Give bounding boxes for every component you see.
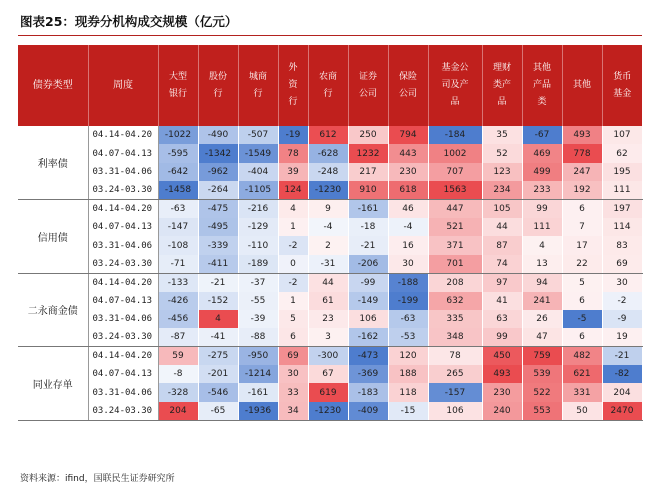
value-cell: 230 — [482, 383, 522, 401]
value-cell: 188 — [388, 365, 428, 383]
value-cell: 69 — [278, 347, 308, 365]
value-cell: -1214 — [238, 365, 278, 383]
value-cell: -110 — [238, 236, 278, 254]
period-cell: 04.07-04.13 — [88, 218, 158, 236]
value-cell: -328 — [158, 383, 198, 401]
figure-title: 图表25：现券分机构成交规模（亿元） — [18, 8, 642, 36]
value-cell: 9 — [308, 200, 348, 218]
value-cell: 701 — [428, 255, 482, 273]
value-cell: -18 — [348, 218, 388, 236]
value-cell: 331 — [562, 383, 602, 401]
value-cell: -1936 — [238, 402, 278, 420]
value-cell: 371 — [428, 236, 482, 254]
value-cell: 5 — [562, 273, 602, 291]
value-cell: 195 — [602, 163, 642, 181]
value-cell: 1002 — [428, 144, 482, 162]
bond-type-cell: 信用债 — [18, 200, 88, 274]
value-cell: 123 — [482, 163, 522, 181]
period-cell: 03.24-03.30 — [88, 328, 158, 346]
value-cell: -82 — [602, 365, 642, 383]
value-cell: -507 — [238, 126, 278, 144]
value-cell: 493 — [562, 126, 602, 144]
period-cell: 04.07-04.13 — [88, 292, 158, 310]
value-cell: -31 — [308, 255, 348, 273]
value-cell: 234 — [482, 181, 522, 199]
value-cell: -473 — [348, 347, 388, 365]
value-cell: 1563 — [428, 181, 482, 199]
value-cell: -67 — [522, 126, 562, 144]
value-cell: -1342 — [198, 144, 238, 162]
value-cell: -456 — [158, 310, 198, 328]
value-cell: 241 — [522, 292, 562, 310]
value-cell: -5 — [562, 310, 602, 328]
table-row — [18, 163, 642, 181]
value-cell: 44 — [482, 218, 522, 236]
value-cell: 4 — [278, 200, 308, 218]
value-cell: -642 — [158, 163, 198, 181]
value-cell: 46 — [388, 200, 428, 218]
value-cell: -87 — [158, 328, 198, 346]
value-cell: -71 — [158, 255, 198, 273]
value-cell: 106 — [428, 402, 482, 420]
table-row — [18, 200, 642, 218]
value-cell: 30 — [388, 255, 428, 273]
value-cell: -189 — [238, 255, 278, 273]
value-cell: -4 — [388, 218, 428, 236]
value-cell: 6 — [278, 328, 308, 346]
value-cell: 62 — [602, 144, 642, 162]
value-cell: -183 — [348, 383, 388, 401]
table-row — [18, 273, 642, 291]
period-cell: 04.14-04.20 — [88, 126, 158, 144]
value-cell: -2 — [278, 273, 308, 291]
value-cell: 910 — [348, 181, 388, 199]
period-cell: 04.07-04.13 — [88, 144, 158, 162]
value-cell: 50 — [562, 402, 602, 420]
column-header: 理财类产品 — [482, 45, 522, 126]
value-cell: 493 — [482, 365, 522, 383]
table-row — [18, 292, 642, 310]
period-cell: 04.07-04.13 — [88, 365, 158, 383]
value-cell: 233 — [522, 181, 562, 199]
value-cell: -21 — [348, 236, 388, 254]
value-cell: 612 — [308, 126, 348, 144]
value-cell: -2 — [278, 236, 308, 254]
value-cell: 265 — [428, 365, 482, 383]
value-cell: 63 — [482, 310, 522, 328]
value-cell: 4 — [522, 236, 562, 254]
value-cell: 52 — [482, 144, 522, 162]
value-cell: 19 — [602, 328, 642, 346]
value-cell: 522 — [522, 383, 562, 401]
value-cell: -4 — [308, 218, 348, 236]
value-cell: -1458 — [158, 181, 198, 199]
value-cell: 47 — [522, 328, 562, 346]
value-cell: -65 — [198, 402, 238, 420]
value-cell: 1232 — [348, 144, 388, 162]
value-cell: -19 — [278, 126, 308, 144]
value-cell: 447 — [428, 200, 482, 218]
value-cell: 16 — [388, 236, 428, 254]
value-cell: -1105 — [238, 181, 278, 199]
value-cell: 794 — [388, 126, 428, 144]
value-cell: 74 — [482, 255, 522, 273]
table-header — [18, 45, 642, 126]
value-cell: -39 — [238, 310, 278, 328]
value-cell: 105 — [482, 200, 522, 218]
value-cell: -404 — [238, 163, 278, 181]
value-cell: -206 — [348, 255, 388, 273]
column-header: 货币基金 — [602, 45, 642, 126]
table-row — [18, 236, 642, 254]
value-cell: -99 — [348, 273, 388, 291]
value-cell: 1 — [278, 292, 308, 310]
value-cell: 111 — [602, 181, 642, 199]
column-header: 保险公司 — [388, 45, 428, 126]
value-cell: 107 — [602, 126, 642, 144]
column-header: 外资行 — [278, 45, 308, 126]
value-cell: 0 — [278, 255, 308, 273]
value-cell: -595 — [158, 144, 198, 162]
value-cell: 192 — [562, 181, 602, 199]
column-header: 基金公司及产品 — [428, 45, 482, 126]
value-cell: 39 — [278, 163, 308, 181]
value-cell: -201 — [198, 365, 238, 383]
value-cell: -161 — [348, 200, 388, 218]
value-cell: 59 — [158, 347, 198, 365]
value-cell: 204 — [602, 383, 642, 401]
value-cell: 6 — [562, 200, 602, 218]
value-cell: 778 — [562, 144, 602, 162]
value-cell: 759 — [522, 347, 562, 365]
value-cell: -15 — [388, 402, 428, 420]
value-cell: 78 — [428, 347, 482, 365]
value-cell: -63 — [158, 200, 198, 218]
value-cell: -41 — [198, 328, 238, 346]
value-cell: -88 — [238, 328, 278, 346]
value-cell: 499 — [522, 163, 562, 181]
value-cell: -369 — [348, 365, 388, 383]
value-cell: 204 — [158, 402, 198, 420]
table-row — [18, 144, 642, 162]
value-cell: 87 — [482, 236, 522, 254]
value-cell: -184 — [428, 126, 482, 144]
period-cell: 04.14-04.20 — [88, 347, 158, 365]
column-header: 农商行 — [308, 45, 348, 126]
value-cell: 3 — [308, 328, 348, 346]
value-cell: 230 — [388, 163, 428, 181]
value-cell: -1022 — [158, 126, 198, 144]
value-cell: -53 — [388, 328, 428, 346]
value-cell: 44 — [308, 273, 348, 291]
value-cell: -21 — [198, 273, 238, 291]
value-cell: -1230 — [308, 181, 348, 199]
value-cell: 120 — [388, 347, 428, 365]
value-cell: 124 — [278, 181, 308, 199]
value-cell: -152 — [198, 292, 238, 310]
period-cell: 03.31-04.06 — [88, 383, 158, 401]
value-cell: 247 — [562, 163, 602, 181]
column-header: 周度 — [88, 45, 158, 126]
column-header: 证券公司 — [348, 45, 388, 126]
value-cell: 106 — [348, 310, 388, 328]
source-note: 资料来源：ifind，国联民生证券研究所 — [20, 474, 175, 484]
value-cell: -129 — [238, 218, 278, 236]
value-cell: -9 — [602, 310, 642, 328]
value-cell: 621 — [562, 365, 602, 383]
value-cell: -264 — [198, 181, 238, 199]
value-cell: 4 — [198, 310, 238, 328]
value-cell: 5 — [278, 310, 308, 328]
value-cell: -962 — [198, 163, 238, 181]
value-cell: -495 — [198, 218, 238, 236]
value-cell: -1230 — [308, 402, 348, 420]
value-cell: 111 — [522, 218, 562, 236]
value-cell: 114 — [602, 218, 642, 236]
bond-type-cell: 二永商金债 — [18, 273, 88, 347]
period-cell: 03.24-03.30 — [88, 255, 158, 273]
value-cell: 521 — [428, 218, 482, 236]
value-cell: -199 — [388, 292, 428, 310]
value-cell: 41 — [482, 292, 522, 310]
table-row — [18, 255, 642, 273]
value-cell: 61 — [308, 292, 348, 310]
period-cell: 03.24-03.30 — [88, 181, 158, 199]
value-cell: 67 — [308, 365, 348, 383]
period-cell: 03.24-03.30 — [88, 402, 158, 420]
table-row — [18, 181, 642, 199]
period-cell: 04.14-04.20 — [88, 200, 158, 218]
table-row — [18, 347, 642, 365]
value-cell: 1 — [278, 218, 308, 236]
value-cell: -339 — [198, 236, 238, 254]
value-cell: 35 — [482, 126, 522, 144]
table-row — [18, 402, 642, 420]
value-cell: -188 — [388, 273, 428, 291]
value-cell: -2 — [602, 292, 642, 310]
value-cell: 83 — [602, 236, 642, 254]
value-cell: -1549 — [238, 144, 278, 162]
column-header: 债券类型 — [18, 45, 88, 126]
value-cell: -55 — [238, 292, 278, 310]
value-cell: 553 — [522, 402, 562, 420]
value-cell: -546 — [198, 383, 238, 401]
column-header: 大型银行 — [158, 45, 198, 126]
column-header: 城商行 — [238, 45, 278, 126]
value-cell: 17 — [562, 236, 602, 254]
table-body — [18, 126, 642, 420]
institution-trading-table — [18, 45, 643, 421]
value-cell: 99 — [482, 328, 522, 346]
header-row — [18, 45, 642, 126]
value-cell: 94 — [522, 273, 562, 291]
value-cell: -133 — [158, 273, 198, 291]
column-header: 其他 — [562, 45, 602, 126]
value-cell: 33 — [278, 383, 308, 401]
value-cell: 2470 — [602, 402, 642, 420]
value-cell: 539 — [522, 365, 562, 383]
value-cell: -426 — [158, 292, 198, 310]
value-cell: 707 — [428, 163, 482, 181]
period-cell: 03.31-04.06 — [88, 236, 158, 254]
value-cell: 34 — [278, 402, 308, 420]
value-cell: 30 — [278, 365, 308, 383]
value-cell: -63 — [388, 310, 428, 328]
value-cell: -108 — [158, 236, 198, 254]
table-row — [18, 383, 642, 401]
value-cell: 6 — [562, 328, 602, 346]
value-cell: -8 — [158, 365, 198, 383]
value-cell: -409 — [348, 402, 388, 420]
period-cell: 03.31-04.06 — [88, 163, 158, 181]
value-cell: -475 — [198, 200, 238, 218]
value-cell: 26 — [522, 310, 562, 328]
value-cell: -149 — [348, 292, 388, 310]
value-cell: -147 — [158, 218, 198, 236]
value-cell: 22 — [562, 255, 602, 273]
value-cell: 99 — [522, 200, 562, 218]
value-cell: 335 — [428, 310, 482, 328]
value-cell: 618 — [388, 181, 428, 199]
value-cell: 13 — [522, 255, 562, 273]
value-cell: -216 — [238, 200, 278, 218]
table-row — [18, 365, 642, 383]
value-cell: 30 — [602, 273, 642, 291]
table-row — [18, 310, 642, 328]
table-row — [18, 126, 642, 144]
value-cell: 208 — [428, 273, 482, 291]
value-cell: -490 — [198, 126, 238, 144]
column-header: 股份行 — [198, 45, 238, 126]
value-cell: -628 — [308, 144, 348, 162]
value-cell: 2 — [308, 236, 348, 254]
value-cell: -157 — [428, 383, 482, 401]
value-cell: -275 — [198, 347, 238, 365]
value-cell: 78 — [278, 144, 308, 162]
value-cell: 619 — [308, 383, 348, 401]
table-row — [18, 328, 642, 346]
value-cell: 7 — [562, 218, 602, 236]
value-cell: -248 — [308, 163, 348, 181]
value-cell: 23 — [308, 310, 348, 328]
value-cell: -37 — [238, 273, 278, 291]
value-cell: 482 — [562, 347, 602, 365]
value-cell: 6 — [562, 292, 602, 310]
value-cell: -300 — [308, 347, 348, 365]
bond-type-cell: 利率债 — [18, 126, 88, 200]
bond-type-cell: 同业存单 — [18, 347, 88, 421]
value-cell: -21 — [602, 347, 642, 365]
period-cell: 03.31-04.06 — [88, 310, 158, 328]
value-cell: -950 — [238, 347, 278, 365]
value-cell: 450 — [482, 347, 522, 365]
value-cell: 118 — [388, 383, 428, 401]
value-cell: 240 — [482, 402, 522, 420]
value-cell: -161 — [238, 383, 278, 401]
value-cell: 443 — [388, 144, 428, 162]
value-cell: -411 — [198, 255, 238, 273]
value-cell: 250 — [348, 126, 388, 144]
value-cell: -162 — [348, 328, 388, 346]
value-cell: 632 — [428, 292, 482, 310]
value-cell: 348 — [428, 328, 482, 346]
value-cell: 197 — [602, 200, 642, 218]
column-header: 其他产品类 — [522, 45, 562, 126]
value-cell: 469 — [522, 144, 562, 162]
table-row — [18, 218, 642, 236]
value-cell: 217 — [348, 163, 388, 181]
period-cell: 04.14-04.20 — [88, 273, 158, 291]
value-cell: 69 — [602, 255, 642, 273]
value-cell: 97 — [482, 273, 522, 291]
